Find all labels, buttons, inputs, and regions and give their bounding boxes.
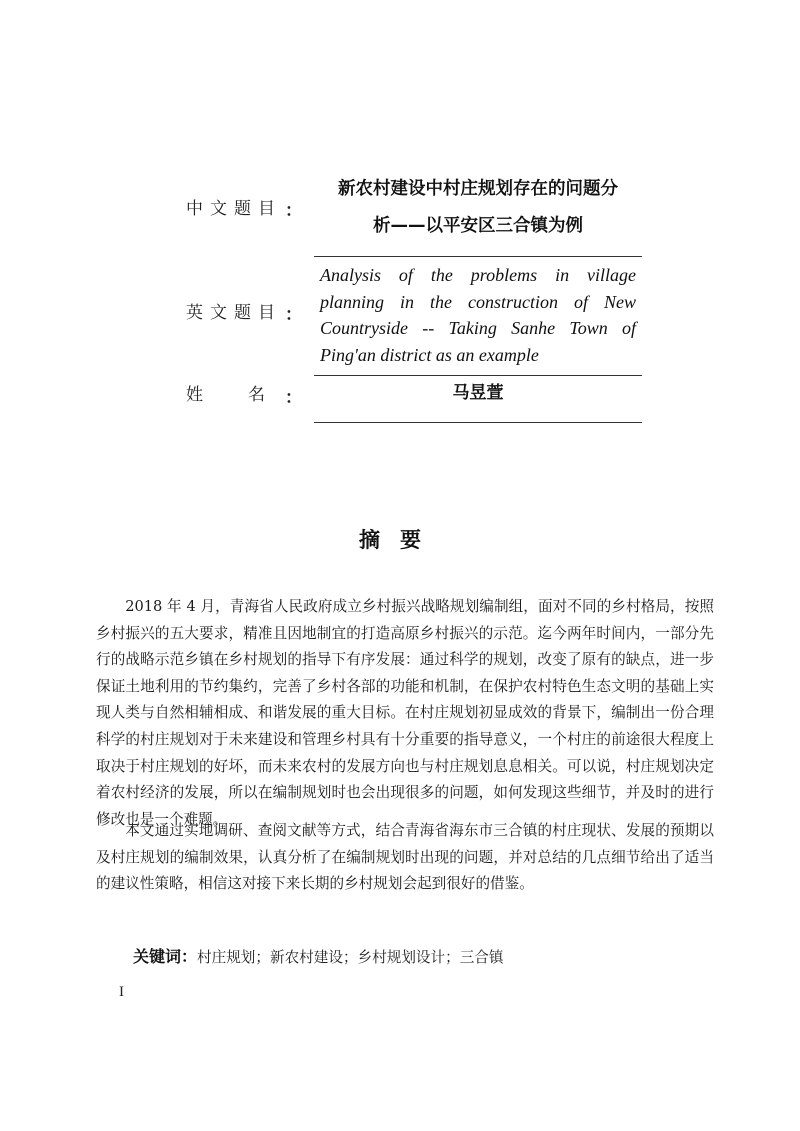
name-colon: ：	[285, 388, 302, 408]
author-name: 马昱萱	[452, 383, 504, 403]
keywords-text: 村庄规划；新农村建设；乡村规划设计；三合镇	[197, 949, 504, 966]
keywords-line	[133, 944, 504, 967]
cn-title-label: 中文题目	[186, 199, 282, 219]
keywords-label: 关键词：	[133, 947, 198, 966]
cn-title-underline	[314, 256, 642, 257]
name-label-char-1: 姓	[186, 385, 210, 405]
abstract-paragraph-2: 本文通过实地调研、查阅文献等方式，结合青海省海东市三合镇的村庄现状、发展的预期以及村庄规划的编制效果，认真分析了在编制规划时出现的问题，并对总结的几点细节给出了适当的建议性策略，相信这对接下来长期的乡村规划会起到很好的借鉴。	[96, 822, 714, 893]
cn-title-line-1: 新农村建设中村庄规划存在的问题分	[338, 179, 618, 199]
en-title-underline	[314, 375, 642, 376]
cn-title-colon: ：	[285, 201, 302, 221]
cn-title-line-2: 析——以平安区三合镇为例	[373, 216, 583, 236]
page-number: I	[119, 984, 124, 1000]
en-title: Analysis of the problems in village planning in the construction of New Countryside -- Taking Sanhe Town of Ping'an district as an example	[320, 265, 636, 365]
name-label-char-2: 名	[248, 385, 272, 405]
abstract-heading: 摘要	[359, 528, 441, 552]
abstract-paragraph-1: 2018 年 4 月，青海省人民政府成立乡村振兴战略规划编制组，面对不同的乡村格局，按照乡村振兴的五大要求，精准且因地制宜的打造高原乡村振兴的示范。迄今两年时间内，一部分先行的战略示范乡镇在乡村规划的指导下有序发展：通过科学的规划，改变了原有的缺点，进一步保证土地利用的节约集约，完善了乡村各部的功能和机制，在保护农村特色生态文明的基础上实现人类与自然相辅相成、和谐发展的重大目标。在村庄规划初显成效的背景下，编制出一份合理科学的村庄规划对于未来建设和管理乡村具有十分重要的指导意义，一个村庄的前途很大程度上取决于村庄规划的好坏，而未来农村的发展方向也与村庄规划息息相关。可以说，村庄规划决定着农村经济的发展，所以在编制规划时也会出现很多的问题，如何发现这些细节，并及时的进行修改也是一个难题。	[96, 598, 714, 828]
en-title-colon: ：	[285, 305, 302, 325]
name-underline	[314, 422, 642, 423]
en-title-label: 英文题目	[186, 303, 282, 323]
